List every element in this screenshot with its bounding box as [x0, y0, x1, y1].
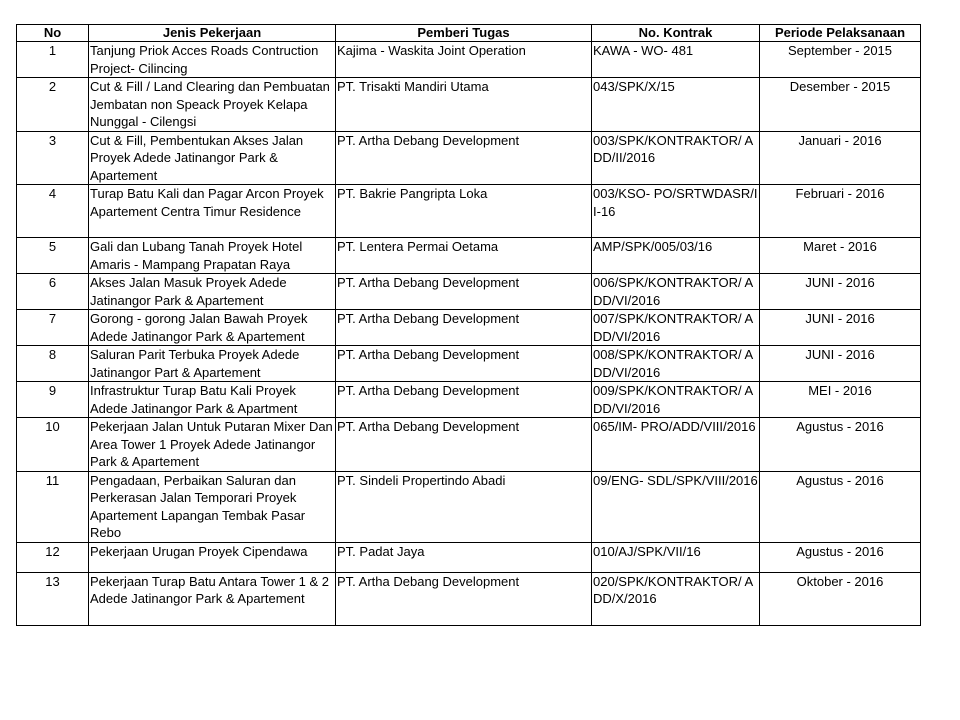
cell-period: Agustus - 2016	[760, 471, 921, 542]
cell-work-type: Pekerjaan Turap Batu Antara Tower 1 & 2 Adede Jatinangor Park & Apartement	[89, 572, 336, 625]
cell-no: 5	[17, 238, 89, 274]
cell-contract-number: KAWA - WO- 481	[592, 42, 760, 78]
cell-work-type: Turap Batu Kali dan Pagar Arcon Proyek Apartement Centra Timur Residence	[89, 185, 336, 238]
cell-work-type: Infrastruktur Turap Batu Kali Proyek Adede Jatinangor Park & Apartment	[89, 382, 336, 418]
cell-task-giver: PT. Artha Debang Development	[336, 382, 592, 418]
cell-contract-number: 003/SPK/KONTRAKTOR/ ADD/II/2016	[592, 131, 760, 185]
cell-no: 4	[17, 185, 89, 238]
table-row	[17, 310, 921, 346]
cell-no: 1	[17, 42, 89, 78]
cell-contract-number: 006/SPK/KONTRAKTOR/ ADD/VI/2016	[592, 274, 760, 310]
cell-period: September - 2015	[760, 42, 921, 78]
table-row	[17, 572, 921, 625]
cell-work-type: Saluran Parit Terbuka Proyek Adede Jatinangor Part & Apartement	[89, 346, 336, 382]
cell-work-type: Cut & Fill / Land Clearing dan Pembuatan Jembatan non Speack Proyek Kelapa Nunggal - Cilengsi	[89, 78, 336, 132]
cell-contract-number: 020/SPK/KONTRAKTOR/ ADD/X/2016	[592, 572, 760, 625]
table-row	[17, 542, 921, 572]
cell-period: MEI - 2016	[760, 382, 921, 418]
cell-no: 9	[17, 382, 89, 418]
cell-task-giver: PT. Bakrie Pangripta Loka	[336, 185, 592, 238]
table-row	[17, 346, 921, 382]
cell-no: 3	[17, 131, 89, 185]
table-row	[17, 274, 921, 310]
cell-no: 8	[17, 346, 89, 382]
cell-no: 12	[17, 542, 89, 572]
cell-contract-number: 009/SPK/KONTRAKTOR/ ADD/VI/2016	[592, 382, 760, 418]
cell-task-giver: PT. Artha Debang Development	[336, 310, 592, 346]
cell-task-giver: Kajima - Waskita Joint Operation	[336, 42, 592, 78]
cell-task-giver: PT. Artha Debang Development	[336, 346, 592, 382]
header-row	[17, 25, 921, 42]
table-body	[17, 42, 921, 626]
cell-task-giver: PT. Artha Debang Development	[336, 274, 592, 310]
cell-period: Agustus - 2016	[760, 418, 921, 472]
cell-no: 11	[17, 471, 89, 542]
cell-work-type: Tanjung Priok Acces Roads Contruction Project- Cilincing	[89, 42, 336, 78]
table-row	[17, 185, 921, 238]
table-row	[17, 131, 921, 185]
cell-period: JUNI - 2016	[760, 346, 921, 382]
cell-no: 7	[17, 310, 89, 346]
cell-contract-number: 065/IM- PRO/ADD/VIII/2016	[592, 418, 760, 472]
cell-work-type: Gali dan Lubang Tanah Proyek Hotel Amaris - Mampang Prapatan Raya	[89, 238, 336, 274]
cell-task-giver: PT. Artha Debang Development	[336, 572, 592, 625]
cell-no: 6	[17, 274, 89, 310]
cell-no: 2	[17, 78, 89, 132]
cell-period: Oktober - 2016	[760, 572, 921, 625]
header-work-type: Jenis Pekerjaan	[89, 25, 336, 42]
cell-task-giver: PT. Artha Debang Development	[336, 131, 592, 185]
cell-work-type: Pengadaan, Perbaikan Saluran dan Perkerasan Jalan Temporari Proyek Apartement Lapangan Tembak Pasar Rebo	[89, 471, 336, 542]
cell-work-type: Akses Jalan Masuk Proyek Adede Jatinangor Park & Apartement	[89, 274, 336, 310]
cell-work-type: Pekerjaan Urugan Proyek Cipendawa	[89, 542, 336, 572]
cell-contract-number: 003/KSO- PO/SRTWDASR/II-16	[592, 185, 760, 238]
cell-no: 10	[17, 418, 89, 472]
cell-task-giver: PT. Trisakti Mandiri Utama	[336, 78, 592, 132]
cell-period: Desember - 2015	[760, 78, 921, 132]
table-row	[17, 78, 921, 132]
header-contract-number: No. Kontrak	[592, 25, 760, 42]
cell-period: JUNI - 2016	[760, 274, 921, 310]
table-row	[17, 382, 921, 418]
cell-period: Maret - 2016	[760, 238, 921, 274]
table-row	[17, 471, 921, 542]
cell-task-giver: PT. Artha Debang Development	[336, 418, 592, 472]
work-experience-table	[16, 24, 921, 626]
cell-contract-number: 043/SPK/X/15	[592, 78, 760, 132]
table-header	[17, 25, 921, 42]
cell-period: Februari - 2016	[760, 185, 921, 238]
cell-work-type: Pekerjaan Jalan Untuk Putaran Mixer Dan Area Tower 1 Proyek Adede Jatinangor Park & Apartement	[89, 418, 336, 472]
cell-period: JUNI - 2016	[760, 310, 921, 346]
header-period: Periode Pelaksanaan	[760, 25, 921, 42]
table-row	[17, 238, 921, 274]
cell-period: Januari - 2016	[760, 131, 921, 185]
cell-no: 13	[17, 572, 89, 625]
cell-contract-number: 010/AJ/SPK/VII/16	[592, 542, 760, 572]
cell-contract-number: 007/SPK/KONTRAKTOR/ ADD/VI/2016	[592, 310, 760, 346]
cell-task-giver: PT. Sindeli Propertindo Abadi	[336, 471, 592, 542]
table-row	[17, 42, 921, 78]
cell-contract-number: 09/ENG- SDL/SPK/VIII/2016	[592, 471, 760, 542]
cell-work-type: Cut & Fill, Pembentukan Akses Jalan Proyek Adede Jatinangor Park & Apartement	[89, 131, 336, 185]
cell-contract-number: 008/SPK/KONTRAKTOR/ ADD/VI/2016	[592, 346, 760, 382]
header-no: No	[17, 25, 89, 42]
cell-period: Agustus - 2016	[760, 542, 921, 572]
cell-work-type: Gorong - gorong Jalan Bawah Proyek Adede Jatinangor Park & Apartement	[89, 310, 336, 346]
cell-contract-number: AMP/SPK/005/03/16	[592, 238, 760, 274]
cell-task-giver: PT. Padat Jaya	[336, 542, 592, 572]
cell-task-giver: PT. Lentera Permai Oetama	[336, 238, 592, 274]
table-row	[17, 418, 921, 472]
header-task-giver: Pemberi Tugas	[336, 25, 592, 42]
